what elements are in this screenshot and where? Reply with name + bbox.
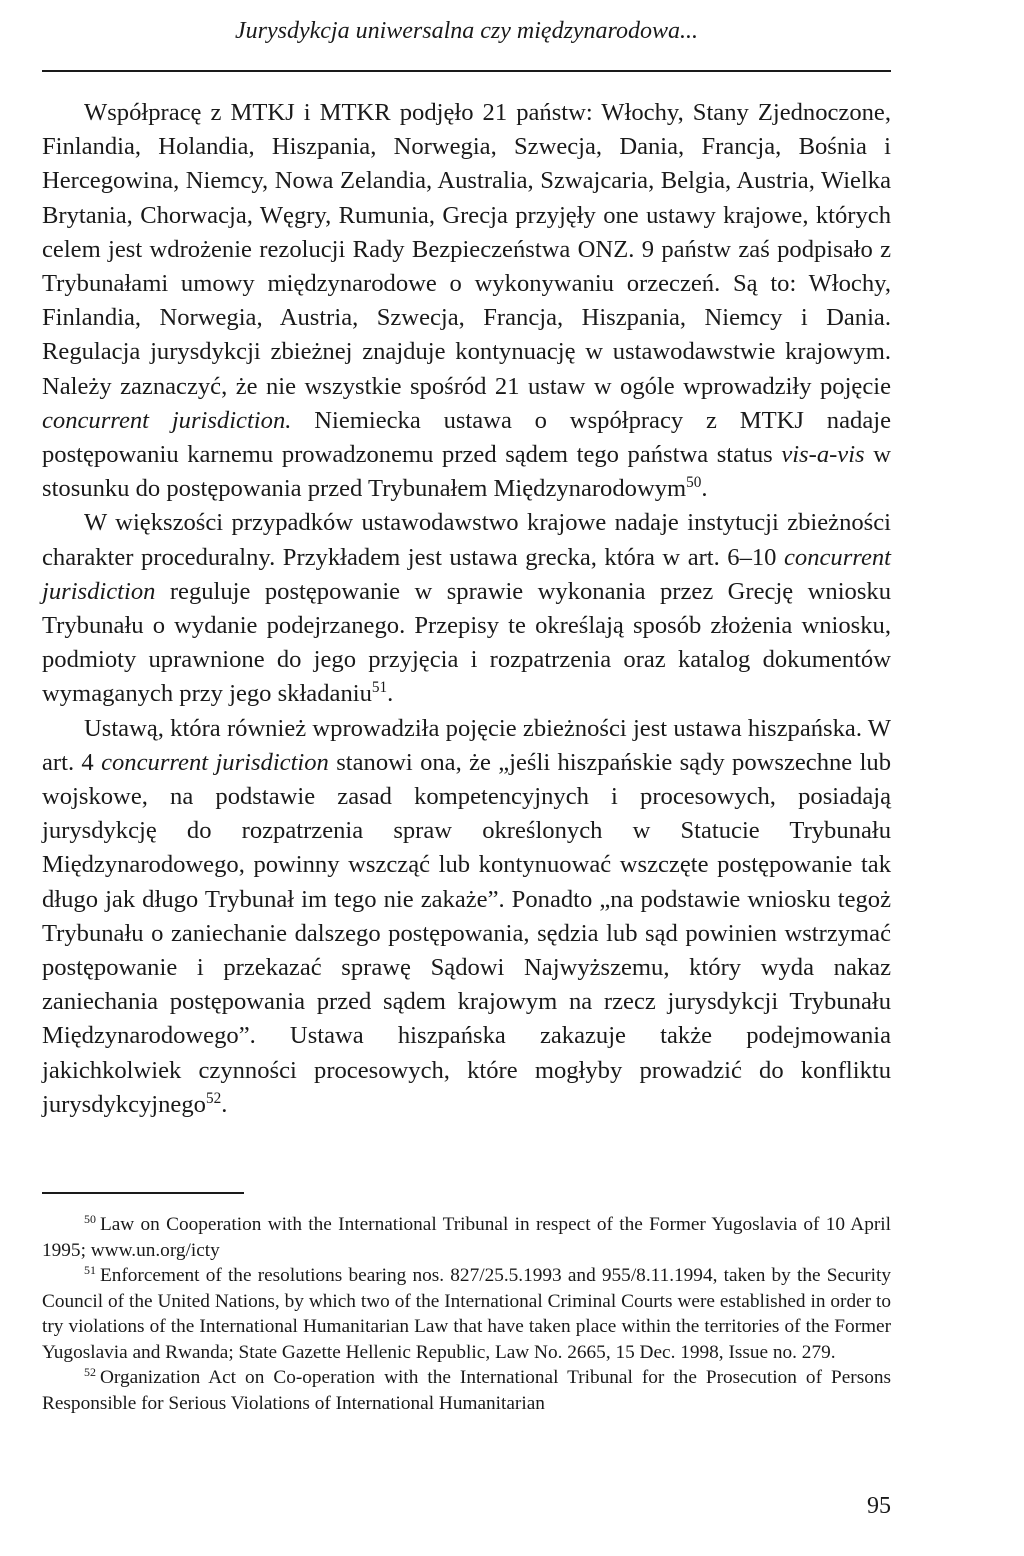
paragraph-2-text-2: reguluje postępowanie w sprawie wykonania przez Grecję wniosku Trybunału o wydanie podejrzanego. Przepisy te określają sposób złożenia wniosku, podmioty uprawnione do jego przyjęcia i rozpatrzenia oraz katalog dokumentów wymaganych przy jego składaniu [42, 577, 891, 708]
footnote-ref-51[interactable]: 51 [371, 679, 388, 697]
footnote-number: 52 [84, 1364, 96, 1379]
paragraph-1-italic-1: concurrent jurisdiction. [42, 406, 292, 434]
footnote-number: 51 [84, 1262, 96, 1277]
paragraph-1-text-4: . [701, 475, 708, 503]
paragraph-3 [42, 712, 891, 1122]
paragraph-1-text-2: Niemiecka ustawa o współpracy z MTKJ nadaje postępowaniu karnemu prowadzonemu przed sądem tego państwa status [42, 406, 891, 469]
paragraph-1-text-3: w stosunku do postępowania przed Trybunałem Międzynarodowym [42, 441, 891, 503]
footnote-separator [42, 1192, 244, 1194]
paragraph-3-text-3: . [221, 1090, 228, 1118]
page-number: 95 [867, 1493, 891, 1519]
main-text [42, 96, 891, 1122]
paragraph-3-italic-1: concurrent jurisdiction [101, 748, 329, 776]
footnote-text: Law on Cooperation with the International Tribunal in respect of the Former Yugoslavia of 10 April 1995; www.un.org/icty [42, 1214, 891, 1261]
paragraph-1-italic-2: vis-a-vis [781, 441, 865, 469]
footnote-52 [42, 1365, 891, 1416]
footnote-ref-52[interactable]: 52 [205, 1089, 222, 1107]
paragraph-3-text-1: Ustawą, która również wprowadziła pojęcie zbieżności jest ustawa hiszpańska. W art. 4 [42, 714, 891, 776]
paragraph-1-text-1: Współpracę z MTKJ i MTKR podjęło 21 państw: Włochy, Stany Zjednoczone, Finlandia, Holandia, Hiszpania, Norwegia, Szwecja, Dania, Francja, Bośnia i Hercegowina, Niemcy, Nowa Zelandia, Australia, Szwajcaria, Belgia, Austria, Wielka Brytania, Chorwacja, Węgry, Rumunia, Grecja przyjęły one ustawy krajowe, których celem jest wdrożenie rezolucji Rady Bezpieczeństwa ONZ. 9 państw zaś podpisało z Trybunałami umowy międzynarodowe o wykonywaniu orzeczeń. Są to: Włochy, Finlandia, Norwegia, Austria, Szwecja, Francja, Hiszpania, Niemcy i Dania. Regulacja jurysdykcji zbieżnej znajduje kontynuację w ustawodawstwie krajowym. Należy zaznaczyć, że nie wszystkie spośród 21 ustaw w ogóle wprowadziły pojęcie [42, 99, 891, 400]
running-head: Jurysdykcja uniwersalna czy międzynarodowa... [234, 18, 699, 44]
footnote-number: 50 [84, 1211, 96, 1226]
footnote-text: Organization Act on Co-operation with the International Tribunal for the Prosecution of Persons Responsible for Serious Violations of International Humanitarian [42, 1367, 891, 1414]
footnotes [42, 1212, 891, 1416]
footnote-51 [42, 1263, 891, 1365]
paragraph-2-text-3: . [387, 680, 394, 708]
paragraph-1 [42, 96, 891, 506]
footnote-ref-50[interactable]: 50 [686, 474, 702, 492]
paragraph-2-text-1: W większości przypadków ustawodawstwo krajowe nadaje instytucji zbieżności charakter proceduralny. Przykładem jest ustawa grecka, która w art. 6–10 [42, 509, 891, 571]
header-rule [42, 70, 891, 72]
paragraph-2 [42, 506, 891, 711]
paragraph-2-italic-1: concurrent jurisdiction [42, 543, 891, 605]
paragraph-3-text-2: stanowi ona, że „jeśli hiszpańskie sądy powszechne lub wojskowe, na podstawie zasad kompetencyjnych i procesowych, posiadają jurysdykcję do rozpatrzenia spraw określonych w Statucie Trybunału Międzynarodowego, powinny wszcząć lub kontynuować wszczęte postępowanie tak długo jak długo Trybunał im tego nie zakaże”. Ponadto „na podstawie wniosku tegoż Trybunału o zaniechanie dalszego postępowania, sędzia lub sąd powinien wstrzymać postępowanie i przekazać sprawę Sądowi Najwyższemu, który wyda nakaz zaniechania postępowania przed sądem krajowym na rzecz jurysdykcji Trybunału Międzynarodowego”. Ustawa hiszpańska zakazuje także podejmowania jakichkolwiek czynności procesowych, które mogłyby prowadzić do konfliktu jurysdykcyjnego [42, 748, 891, 1118]
footnote-50 [42, 1212, 891, 1263]
footnote-text: Enforcement of the resolutions bearing nos. 827/25.5.1993 and 955/8.11.1994, taken by the Security Council of the United Nations, by which two of the International Criminal Courts were established in order to try violations of the International Humanitarian Law that have taken place within the territories of the Former Yugoslavia and Rwanda; State Gazette Hellenic Republic, Law No. 2665, 15 Dec. 1998, Issue no. 279. [42, 1265, 891, 1363]
